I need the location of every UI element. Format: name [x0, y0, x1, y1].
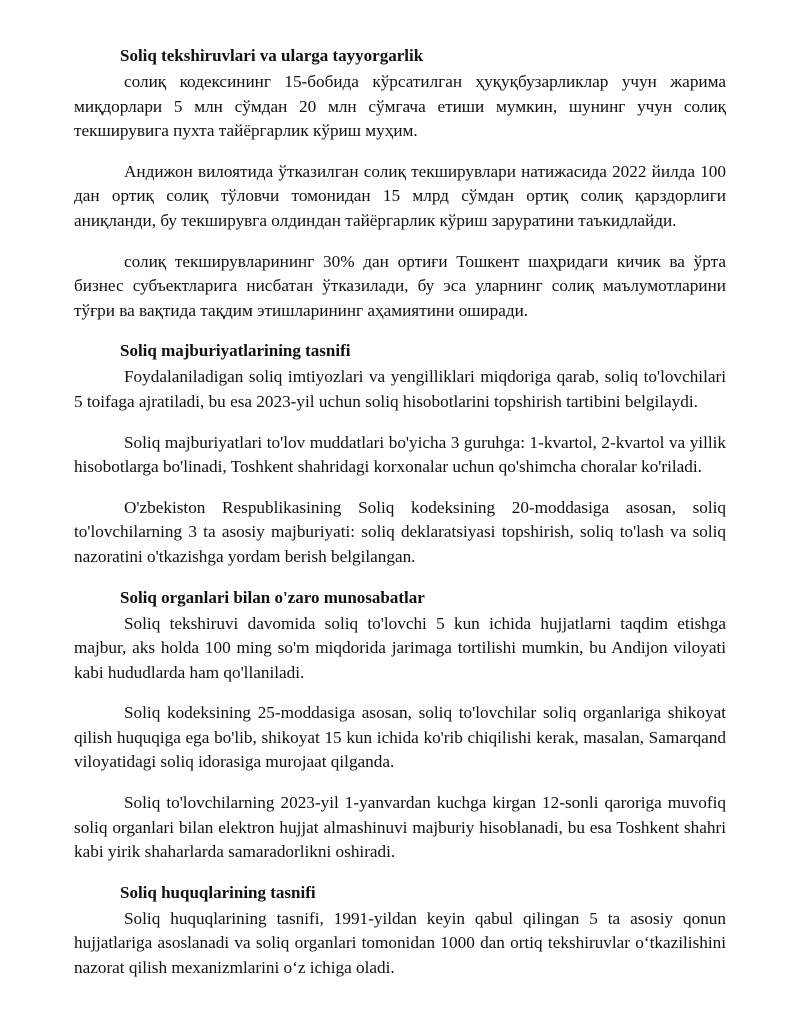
- section-heading: Soliq majburiyatlarining tasnifi: [120, 341, 351, 361]
- paragraph: солиқ кодексининг 15-бобида кўрсатилган ҳуқуқбузарликлар учун жарима миқдорлари 5 млн сўмдан 20 млн сўмгача етиши мумкин, шунинг учун солиқ текширувига пухта тайёргарлик кўриш муҳим.: [74, 72, 726, 141]
- section-tax-authority-relations: [74, 586, 726, 865]
- section-heading: Soliq organlari bilan o'zaro munosabatlar: [120, 587, 425, 607]
- section-heading: Soliq tekshiruvlari va ularga tayyorgarlik: [120, 46, 424, 65]
- paragraph: солиқ текширувларининг 30% дан ортиғи Тошкент шаҳридаги кичик ва ўрта бизнес субъектларига нисбатан ўтказилади, бу эса уларнинг солиқ маълумотларини тўғри ва вақтида тақдим этишларининг аҳамиятини оширади.: [74, 251, 726, 320]
- paragraph: O'zbekiston Respublikasining Soliq kodeksining 20-moddasiga asosan, soliq to'lovchilarning 3 ta asosiy majburiyati: soliq deklaratsiyasi topshirish, soliq to'lash va soliq nazoratini o'tkazishga yordam berish belgilangan.: [74, 497, 726, 566]
- section-heading: Soliq huquqlarining tasnifi: [120, 882, 316, 902]
- paragraph: Soliq huquqlarining tasnifi, 1991-yildan keyin qabul qilingan 5 ta asosiy qonun hujjatlariga asoslanadi va soliq organlari tomonidan 1000 dan ortiq tekshiruvlar o‘tkazilishini nazorat qilish mexanizmlarini o‘z ichiga oladi.: [74, 908, 726, 978]
- paragraph: Андижон вилоятида ўтказилган солиқ текширувлари натижасида 2022 йилда 100 дан ортиқ солиқ тўловчи томонидан 15 млрд сўмдан ортиқ солиқ қарздорлиги аниқланди, бу текширувга олдиндан тайёргарлик кўриш заруратини таъкидлайди.: [74, 161, 726, 230]
- paragraph: Foydalaniladigan soliq imtiyozlari va yengilliklari miqdoriga qarab, soliq to'lovchilari 5 toifaga ajratiladi, bu esa 2023-yil uchun soliq hisobotlarini topshirish tartibini belgilaydi.: [74, 367, 726, 411]
- section-tax-rights: [74, 881, 726, 981]
- section-tax-inspections: [74, 44, 726, 323]
- paragraph: Soliq kodeksining 25-moddasiga asosan, soliq to'lovchilar soliq organlariga shikoyat qilish huquqiga ega bo'lib, shikoyat 15 kun ichida ko'rib chiqilishi kerak, masalan, Samarqand viloyatidagi soliq idorasiga murojaat qilganda.: [74, 703, 726, 772]
- section-tax-obligations: [74, 339, 726, 569]
- paragraph: Soliq majburiyatlari to'lov muddatlari bo'yicha 3 guruhga: 1-kvartol, 2-kvartol va yillik hisobotlarga bo'linadi, Toshkent shahridagi korxonalar uchun qo'shimcha choralar ko'riladi.: [74, 432, 726, 477]
- paragraph: Soliq tekshiruvi davomida soliq to'lovchi 5 kun ichida hujjatlarni taqdim etishga majbur, aks holda 100 ming so'm miqdorida jarimaga tortilishi mumkin, bu Andijon viloyati kabi hududlarda ham qo'llaniladi.: [74, 613, 726, 682]
- paragraph: Soliq to'lovchilarning 2023-yil 1-yanvardan kuchga kirgan 12-sonli qaroriga muvofiq soliq organlari bilan elektron hujjat almashinuvi majburiy hisoblanadi, bu esa Toshkent shahri kabi yirik shaharlarda samaradorlikni oshiradi.: [74, 793, 726, 862]
